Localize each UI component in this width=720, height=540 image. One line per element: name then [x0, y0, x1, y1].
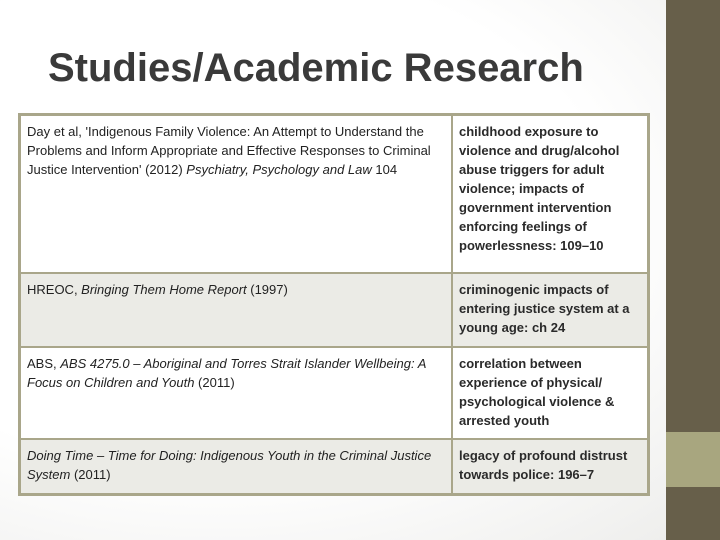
source-text: 104 — [371, 162, 398, 177]
table-row — [20, 115, 649, 273]
source-cell — [20, 347, 453, 439]
source-text: Day et al, 'Indigenous Family Violence: An Attempt to Understand the Problems and Inform Appropriate and Effective Responses to Criminal Justice Intervention' (2012) — [27, 124, 431, 177]
table-row — [20, 439, 649, 495]
source-text: (2011) — [70, 466, 111, 482]
finding-cell: legacy of profound distrust towards police: 196–7 — [452, 439, 649, 495]
table-row — [20, 347, 649, 439]
source-text: (1997) — [246, 281, 288, 297]
source-title: ABS 4275.0 – Aboriginal and Torres Strait Islander Wellbeing: A Focus on Children and Youth — [27, 355, 426, 390]
research-table — [18, 113, 650, 496]
table-row — [20, 273, 649, 347]
finding-cell: childhood exposure to violence and drug/alcohol abuse triggers for adult violence; impacts of government intervention enforcing feelings of powerlessness: 109–10 — [452, 115, 649, 273]
source-cell — [20, 273, 453, 347]
source-title: Bringing Them Home Report — [81, 281, 247, 297]
source-cell — [20, 439, 453, 495]
source-text: (2011) — [194, 374, 235, 390]
source-text: ABS, — [27, 355, 61, 371]
decorative-sidebar-band — [666, 432, 720, 487]
source-cell — [20, 115, 453, 273]
finding-cell: criminogenic impacts of entering justice system at a young age: ch 24 — [452, 273, 649, 347]
source-title: Doing Time – Time for Doing: Indigenous Youth in the Criminal Justice System — [27, 447, 432, 482]
slide-title: Studies/Academic Research — [48, 46, 584, 90]
finding-cell: correlation between experience of physical/ psychological violence & arrested youth — [452, 347, 649, 439]
source-title: Psychiatry, Psychology and Law — [186, 162, 372, 177]
source-text: HREOC, — [27, 281, 82, 297]
